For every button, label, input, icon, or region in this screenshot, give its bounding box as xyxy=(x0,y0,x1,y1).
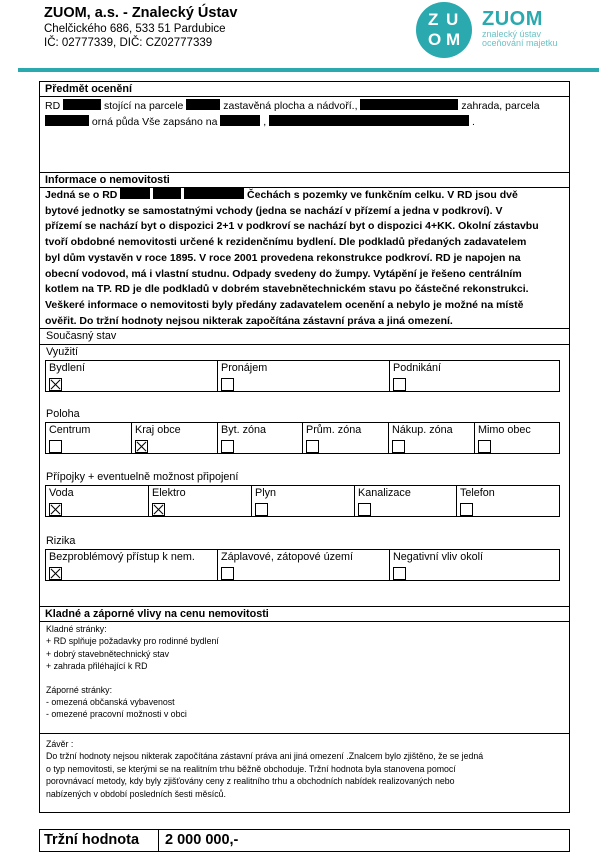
subject-text-part: stojící na parcele xyxy=(104,100,184,112)
company-address: Chelčického 686, 533 51 Pardubice xyxy=(44,23,226,35)
redaction-bar xyxy=(63,99,101,110)
usage-cell[interactable] xyxy=(218,361,390,392)
positive-item: + dobrý stavebnětechnický stav xyxy=(46,648,169,659)
subject-text-part: RD xyxy=(45,100,61,112)
info-line: Jedná se o RD xyxy=(45,189,118,201)
positive-item: + RD splňuje požadavky pro rodinné bydlení xyxy=(46,636,219,647)
info-line: kotlem na TP. RD je dle podkladů v dobrém stavebnětechnickém stavu po částečné rekonstrukci. xyxy=(45,283,529,296)
location-grid xyxy=(45,422,560,454)
logo-subtitle xyxy=(482,30,558,48)
checkbox-zaplavove-uzemi[interactable] xyxy=(221,567,234,580)
conclusion-line: porovnávací metody, kdy byly zjišťovány ceny z realitního trhu a obchodních nabídek realizovaných nebo xyxy=(46,776,455,787)
conclusion-line: Do tržní hodnoty nejsou nikterak započítána zástavní práva ani jiná omezení .Znalcem bylo zjištěno, že se jedná xyxy=(46,751,484,762)
utilities-option-label: Plyn xyxy=(255,487,277,499)
location-cell[interactable] xyxy=(46,423,132,454)
risks-grid xyxy=(45,549,560,581)
location-cell[interactable] xyxy=(389,423,475,454)
location-cell[interactable] xyxy=(303,423,389,454)
risks-cell[interactable] xyxy=(218,550,390,581)
subject-text: RD stojící na parcele zastavěná plocha a nádvoří., zahrada, parcela orná půda Vše zapsáno na , . xyxy=(45,100,540,128)
logo-subtitle-line: oceňování majetku xyxy=(482,38,558,48)
checkbox-pronajem[interactable] xyxy=(221,378,234,391)
conclusion-text xyxy=(46,738,483,800)
negative-item: - omezené pracovní možnosti v obci xyxy=(46,709,187,720)
location-cell[interactable] xyxy=(475,423,560,454)
influences-text xyxy=(46,623,219,721)
logo-letter: U xyxy=(446,10,459,29)
location-label: Poloha xyxy=(46,408,80,420)
location-option-label: Mimo obec xyxy=(478,424,531,436)
location-option-label: Nákup. zóna xyxy=(392,424,453,436)
location-option-label: Prům. zóna xyxy=(306,424,362,436)
info-title: Informace o nemovitosti xyxy=(40,173,569,188)
usage-label: Využití xyxy=(46,346,79,358)
risks-option-label: Bezproblémový přístup k nem. xyxy=(49,551,195,563)
market-value-label: Tržní hodnota xyxy=(44,832,140,848)
checkbox-bydleni[interactable] xyxy=(49,378,62,391)
checkbox-podnikani[interactable] xyxy=(393,378,406,391)
subject-text-part: orná půda Vše zapsáno na xyxy=(91,115,218,128)
market-value-amount: 2 000 000,- xyxy=(165,832,239,848)
subject-text-part: , xyxy=(263,115,267,128)
negatives-title: Záporné stránky: xyxy=(46,684,113,695)
utilities-cell[interactable] xyxy=(46,486,149,517)
risks-option-label: Negativní vliv okolí xyxy=(393,551,484,563)
section-divider xyxy=(40,328,569,329)
risks-cell[interactable] xyxy=(390,550,560,581)
market-value-divider xyxy=(158,830,159,851)
market-value-box xyxy=(39,829,570,852)
company-name: ZUOM, a.s. - Znalecký Ústav xyxy=(44,5,238,21)
info-line: přízemí se nachází byt o dispozici 2+1 v podkroví se nachází byt o dispozici 4+KK. Okolní zástavbu xyxy=(45,220,539,233)
location-cell[interactable] xyxy=(132,423,218,454)
info-text xyxy=(45,188,564,329)
utilities-grid xyxy=(45,485,560,517)
redaction-bar xyxy=(269,115,469,126)
location-option-label: Centrum xyxy=(49,424,91,436)
utilities-cell[interactable] xyxy=(252,486,355,517)
utilities-cell[interactable] xyxy=(149,486,252,517)
utilities-cell[interactable] xyxy=(457,486,560,517)
conclusion-line: o typ nemovitosti, se kterými se na realitním trhu běžně obchoduje. Tržní hodnota byla stanovena pomocí xyxy=(46,763,456,774)
utilities-option-label: Telefon xyxy=(460,487,495,499)
negative-item: - omezená občanská vybavenost xyxy=(46,697,175,708)
checkbox-centrum[interactable] xyxy=(49,440,62,453)
logo-subtitle-line: znalecký ústav xyxy=(482,29,542,39)
influences-title: Kladné a záporné vlivy na cenu nemovitosti xyxy=(40,607,569,622)
company-header xyxy=(44,4,404,50)
checkbox-kraj-obce[interactable] xyxy=(135,440,148,453)
checkbox-byt-zona[interactable] xyxy=(221,440,234,453)
positive-item: + zahrada přiléhající k RD xyxy=(46,661,148,672)
redaction-bar xyxy=(120,188,150,199)
header-rule xyxy=(18,68,599,72)
info-line: byl dům vystavěn v roce 1895. V roce 2001 provedena rekonstrukce podkroví. RD je napojen na xyxy=(45,251,521,264)
usage-option-label: Pronájem xyxy=(221,362,268,374)
checkbox-negativni-vliv[interactable] xyxy=(393,567,406,580)
positives-title: Kladné stránky: xyxy=(46,624,107,634)
usage-cell[interactable] xyxy=(390,361,560,392)
usage-option-label: Bydlení xyxy=(49,362,86,374)
risks-option-label: Záplavové, zátopové území xyxy=(221,551,354,563)
redaction-bar xyxy=(220,115,260,126)
utilities-option-label: Voda xyxy=(49,487,74,499)
redaction-bar xyxy=(184,188,244,199)
checkbox-telefon[interactable] xyxy=(460,503,473,516)
logo-circle xyxy=(416,2,472,58)
logo-letter: Z xyxy=(428,10,439,29)
conclusion-line: nabízených v období posledních šesti měsíců. xyxy=(46,788,226,799)
usage-option-label: Podnikání xyxy=(393,362,442,374)
checkbox-mimo-obec[interactable] xyxy=(478,440,491,453)
risks-label: Rizika xyxy=(46,535,76,547)
info-line: bytové jednotky se samostatnými vchody (jedna se nachází v přízemí a jedna v podkroví). V xyxy=(45,204,503,217)
logo-name: ZUOM xyxy=(482,8,543,30)
usage-cell[interactable] xyxy=(46,361,218,392)
info-line: Veškeré informace o nemovitosti byly předány zadavatelem ocenění a nebylo je možné na místě xyxy=(45,298,524,311)
state-title: Současný stav xyxy=(46,330,117,342)
section-divider xyxy=(40,733,569,734)
subject-text-part: zastavěná plocha a nádvoří., xyxy=(223,100,358,112)
zuom-logo xyxy=(416,2,586,58)
utilities-label: Přípojky + eventuelně možnost připojení xyxy=(46,471,239,483)
subject-title: Předmět ocenění xyxy=(40,82,569,97)
subject-text-part: zahrada, parcela xyxy=(461,100,540,112)
location-cell[interactable] xyxy=(218,423,303,454)
info-line: obecní vodovod, má i vlastní studnu. Odpady svedeny do žumpy. Vytápění je řešeno centrálním xyxy=(45,267,522,280)
info-line: tvoří obdobné nemovitosti určené k rezidenčnímu bydlení. Dle podkladů předaných zadavatelem xyxy=(45,236,527,249)
checkbox-kanalizace[interactable] xyxy=(358,503,371,516)
checkbox-voda[interactable] xyxy=(49,503,62,516)
checkbox-pristup[interactable] xyxy=(49,567,62,580)
redaction-bar xyxy=(186,99,220,110)
utilities-option-label: Elektro xyxy=(152,487,186,499)
checkbox-nakup-zona[interactable] xyxy=(392,440,405,453)
checkbox-plyn[interactable] xyxy=(255,503,268,516)
redaction-bar xyxy=(45,115,89,126)
utilities-option-label: Kanalizace xyxy=(358,487,411,499)
location-option-label: Byt. zóna xyxy=(221,424,267,436)
location-option-label: Kraj obce xyxy=(135,424,181,436)
usage-grid xyxy=(45,360,560,392)
utilities-cell[interactable] xyxy=(355,486,457,517)
logo-letter: M xyxy=(446,30,461,49)
valuation-form xyxy=(39,81,570,813)
risks-cell[interactable] xyxy=(46,550,218,581)
redaction-bar xyxy=(360,99,458,110)
info-line: Čechách s pozemky ve funkčním celku. V RD jsou dvě xyxy=(247,189,518,201)
company-ids: IČ: 02777339, DIČ: CZ02777339 xyxy=(44,37,213,49)
logo-letter: O xyxy=(428,30,442,49)
checkbox-prum-zona[interactable] xyxy=(306,440,319,453)
redaction-bar xyxy=(153,188,181,199)
checkbox-elektro[interactable] xyxy=(152,503,165,516)
section-divider xyxy=(40,344,569,345)
info-line: ověřit. Do tržní hodnoty nejsou nikterak započítána zástavní práva a jiná omezení. xyxy=(45,314,453,327)
conclusion-title: Závěr : xyxy=(46,739,74,749)
